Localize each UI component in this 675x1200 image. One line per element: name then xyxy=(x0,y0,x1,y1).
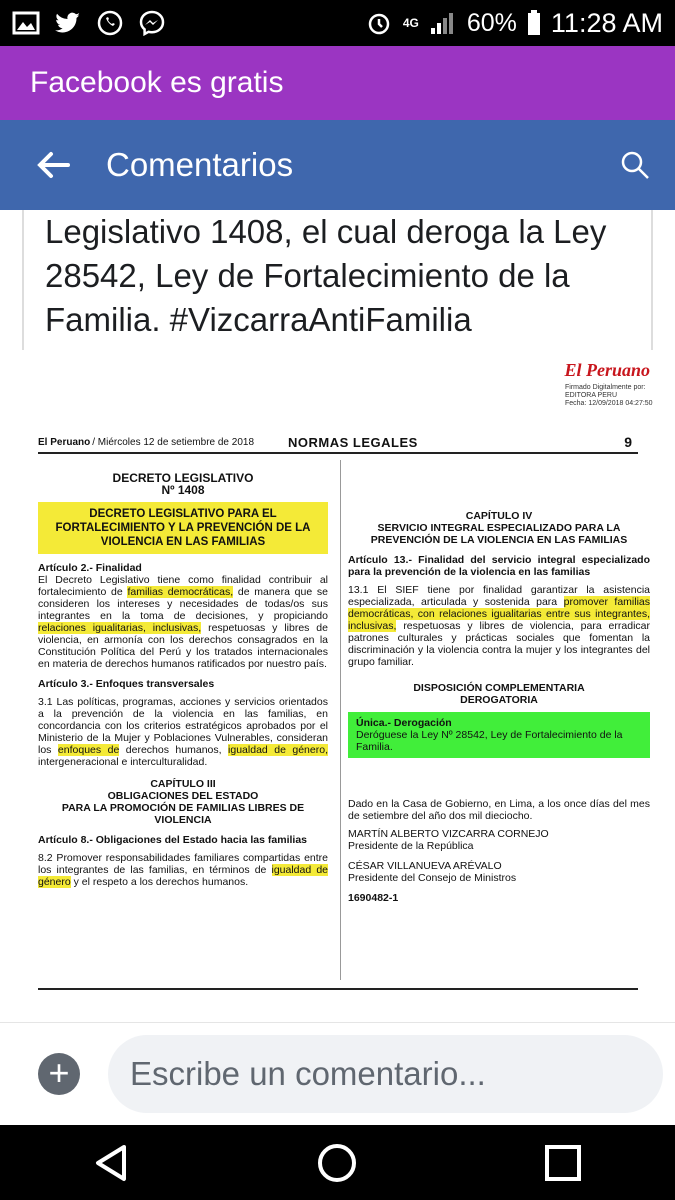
post-text: Legislativo 1408, el cual deroga la Ley 28542, Ley de Fortalecimiento de la Familia. #VizcarraAntiFamilia xyxy=(45,213,607,338)
highlight: igualdad de género xyxy=(38,864,328,888)
page-number: 9 xyxy=(624,434,632,450)
back-button[interactable] xyxy=(0,120,106,210)
status-bar xyxy=(0,0,675,46)
derogation-text: Deróguese la Ley Nº 28542, Ley de Fortalecimiento de la Familia. xyxy=(356,729,623,753)
derogation-title: Única.- Derogación xyxy=(356,717,452,729)
column-divider xyxy=(340,460,341,980)
card-border-right xyxy=(651,210,653,350)
decreto-number: Nº 1408 xyxy=(161,483,205,497)
gallery-icon xyxy=(12,10,40,36)
dado-text: Dado en la Casa de Gobierno, en Lima, a los once días del mes de setiembre del año dos mil dieciocho. xyxy=(348,798,650,822)
document-header xyxy=(38,432,638,454)
page-title: Comentarios xyxy=(106,146,294,183)
post-image-document[interactable] xyxy=(22,360,654,1012)
disposicion-title: DISPOSICIÓN COMPLEMENTARIA DEROGATORIA xyxy=(413,682,585,706)
header-date: / Miércoles 12 de setiembre de 2018 xyxy=(92,436,255,448)
cap4-title: CAPÍTULO IV xyxy=(465,510,533,522)
signature-2: CÉSAR VILLANUEVA ARÉVALO Presidente del Consejo de Ministros xyxy=(348,860,517,884)
signal-icon xyxy=(429,10,457,36)
document-code: 1690482-1 xyxy=(348,892,399,904)
nav-recents-icon[interactable] xyxy=(543,1143,583,1183)
highlight: enfoques de xyxy=(57,744,120,756)
art13-title: Artículo 13.- Finalidad del servicio integral especializado para la prevención de la violencia en las familias xyxy=(348,554,650,578)
post-content xyxy=(0,210,675,1022)
cap4-subtitle: SERVICIO INTEGRAL ESPECIALIZADO PARA LA PREVENCIÓN DE LA VIOLENCIA EN LAS FAMILIAS xyxy=(370,522,628,546)
art3-title: Artículo 3.- Enfoques transversales xyxy=(38,678,215,690)
nav-back-icon[interactable] xyxy=(92,1143,132,1183)
el-peruano-logo: El Peruano xyxy=(564,360,650,380)
alarm-icon xyxy=(365,10,393,36)
whatsapp-icon xyxy=(96,10,124,36)
plus-icon: + xyxy=(48,1052,70,1093)
left-column: DECRETO LEGISLATIVO Nº 1408 DECRETO LEGISLATIVO PARA EL FORTALECIMIENTO Y LA PREVENCIÓN DE LA VIOLENCIA EN LAS FAMILIAS Artículo 2.- Finalidad El Decreto Legislativo tiene como finalidad contribuir al fortalecimiento de familias democráticas, de manera que se consideren los intereses y necesidades de todas/os sus integrantes en la toma de decisiones, y propiciando relaciones igualitarias, inclusivas, respetuosas y libres de violencia, en armonía con los derechos consagrados en la Constitución Política del Perú y los tratados internacionales en materia de derechos humanos ratificados por nuestro país. Artículo 3.- Enfoques transversales 3.1 Las políticas, programas, acciones y servicios orientados a la prevención de la violencia en las familias, en concordancia con los criterios estratégicos aprobados por el Ministerio de la Mujer y Poblaciones Vulnerables, consideran los enfoques de derechos humanos, igualdad de género, intergeneracional e interculturalidad. CAPÍTULO III OBLIGACIONES DEL ESTADO PARA LA PROMOCIÓN DE FAMILIAS LIBRES DE VIOLENCIA Artículo 8.- Obligaciones del Estado hacia las familias 8.2 Promover responsabilidades familiares compartidas entre los integrantes de las familias, en términos de igualdad de género y el respeto a los derechos humanos. xyxy=(38,471,328,888)
header-section: NORMAS LEGALES xyxy=(288,434,418,450)
nav-home-icon[interactable] xyxy=(316,1142,358,1184)
highlight: relaciones igualitarias, inclusivas, xyxy=(38,622,202,634)
search-button[interactable] xyxy=(595,120,675,210)
battery-icon xyxy=(527,10,541,36)
derogation-highlight xyxy=(348,712,650,758)
comment-composer xyxy=(0,1022,675,1125)
android-nav-bar xyxy=(0,1125,675,1200)
add-attachment-button[interactable] xyxy=(38,1053,80,1095)
banner-text: Facebook es gratis xyxy=(30,66,284,99)
messenger-icon xyxy=(138,10,166,36)
art8-title: Artículo 8.- Obligaciones del Estado hacia las familias xyxy=(38,834,308,846)
decreto-highlight-title: DECRETO LEGISLATIVO PARA EL FORTALECIMIENTO Y LA PREVENCIÓN DE LA VIOLENCIA EN LAS FAMILIAS xyxy=(38,502,328,554)
comment-input[interactable]: Escribe un comentario... xyxy=(108,1035,663,1113)
app-bar xyxy=(0,120,675,210)
header-newspaper: El Peruano xyxy=(38,436,91,448)
bottom-rule xyxy=(38,988,638,990)
battery-percent: 60% xyxy=(466,8,517,37)
art2-title: Artículo 2.- Finalidad xyxy=(38,562,142,574)
search-icon xyxy=(620,150,650,180)
decreto-title: DECRETO LEGISLATIVO xyxy=(112,471,254,485)
back-arrow-icon xyxy=(36,151,70,179)
digital-signature: Firmado Digitalmente por: EDITORA PERU Fecha: 12/09/2018 04:27:50 xyxy=(565,384,653,407)
cap3-subtitle-2: PARA LA PROMOCIÓN DE FAMILIAS LIBRES DE VIOLENCIA xyxy=(61,802,305,826)
signature-1: MARTÍN ALBERTO VIZCARRA CORNEJO Presidente de la República xyxy=(348,828,549,852)
cap3-subtitle: OBLIGACIONES DEL ESTADO xyxy=(107,790,259,802)
network-type: 4G xyxy=(402,16,419,30)
clock: 11:28 AM xyxy=(550,7,663,38)
right-column: CAPÍTULO IV SERVICIO INTEGRAL ESPECIALIZADO PARA LA PREVENCIÓN DE LA VIOLENCIA EN LAS FAMILIAS Artículo 13.- Finalidad del servicio integral especializado para la prevención de la violencia en las familias 13.1 El SIEF tiene por finalidad garantizar la asistencia especializada, articulada y sostenida para promover familias democráticas, con relaciones igualitarias entre sus integrantes, inclusivas, respetuosas y libres de violencia, para erradicar patrones culturales y prácticas sociales que fomentan la discriminación y la violencia contra la mujer y los integrantes del grupo familiar. DISPOSICIÓN COMPLEMENTARIA DEROGATORIA Única.- Derogación Deróguese la Ley Nº 28542, Ley de Fortalecimiento de la Familia. Dado en la Casa de Gobierno, en Lima, a los once días del mes de setiembre del año dos mil dieciocho. MARTÍN ALBERTO VIZCARRA CORNEJO Presidente de la República CÉSAR VILLANUEVA ARÉVALO Presidente del Consejo de Ministros 1690482-1 xyxy=(348,510,651,904)
highlight: igualdad de género, xyxy=(228,744,328,756)
highlight: familias democráticas, xyxy=(127,586,234,598)
card-border-left xyxy=(22,210,24,350)
highlight: promover familias democráticas, con relaciones igualitarias entre sus integrantes, inclusivas, xyxy=(348,596,651,632)
facebook-free-banner[interactable] xyxy=(0,46,675,120)
cap3-title: CAPÍTULO III xyxy=(150,778,216,790)
twitter-icon xyxy=(54,10,82,36)
